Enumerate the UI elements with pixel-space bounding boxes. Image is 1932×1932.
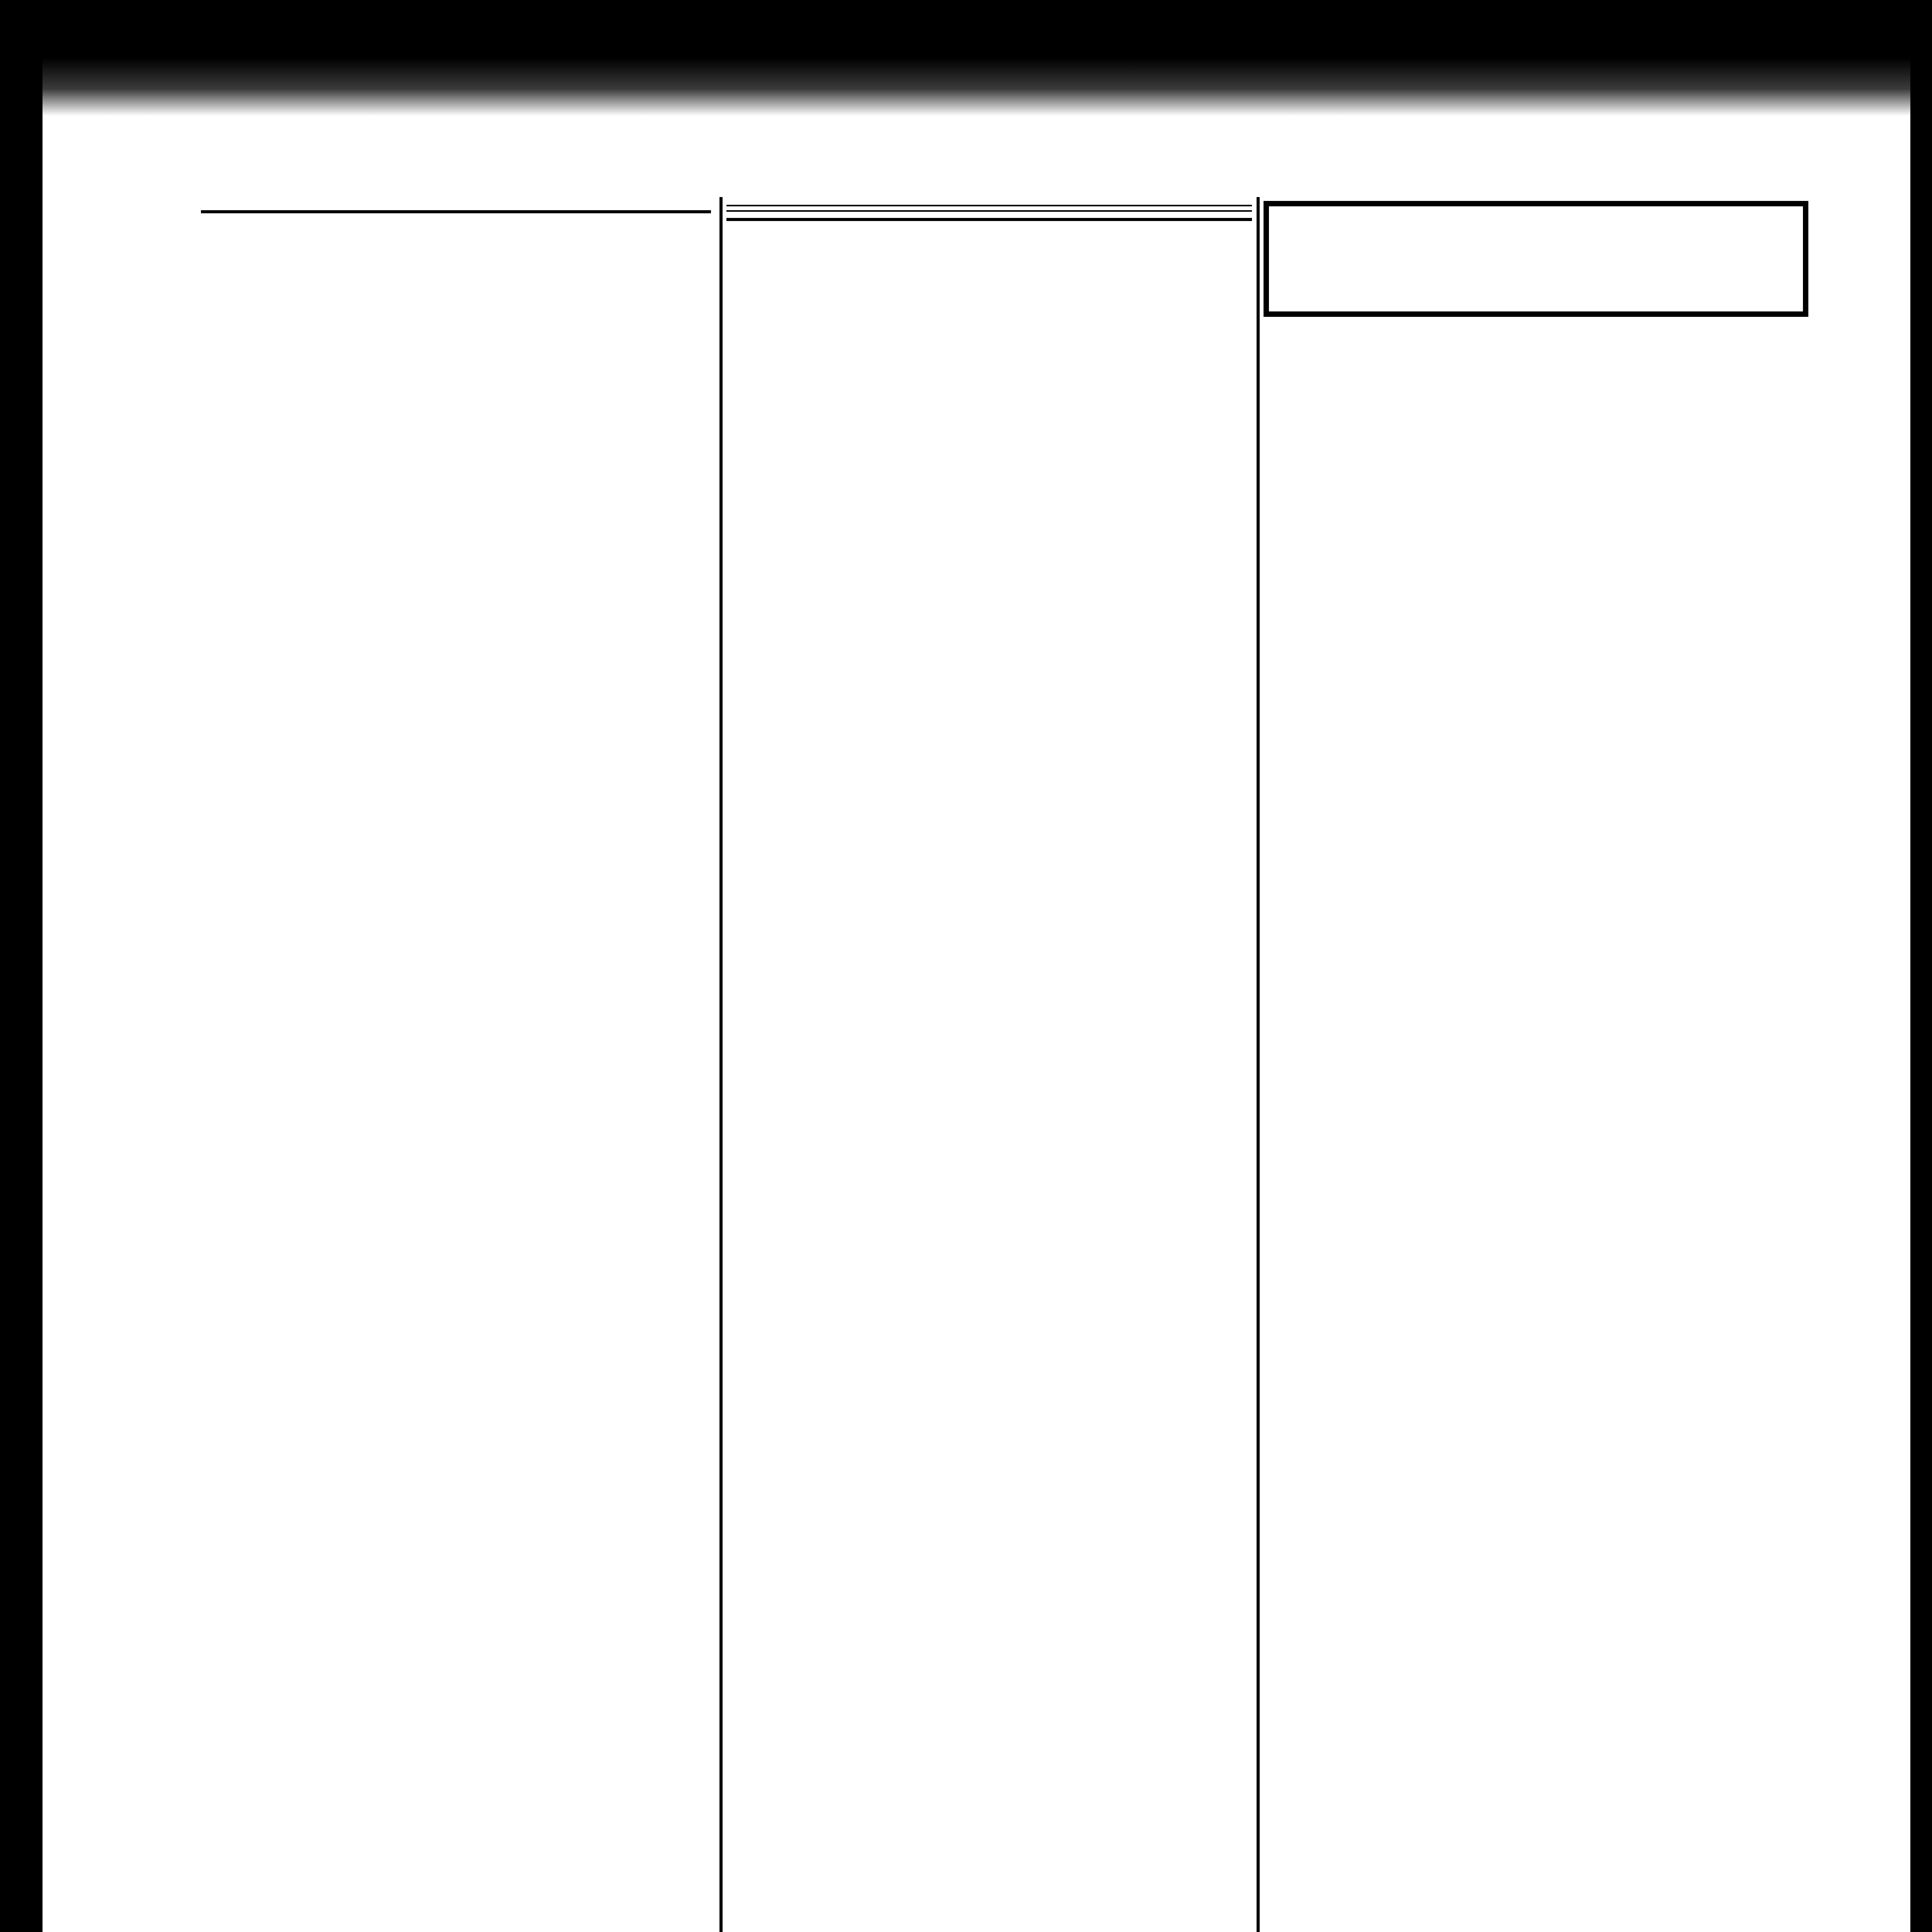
scan-left-edge [0,0,43,1932]
column-rule-middle [1257,197,1260,1932]
nakupni-prameny-box [1264,201,1808,317]
left-column [201,201,711,233]
section-divider [201,210,711,213]
column-rule-left [719,197,723,1932]
scan-top-edge [0,0,1932,116]
header-rule [726,210,1252,212]
section-divider [726,218,1252,221]
right-column [1264,201,1808,317]
middle-column [726,201,1252,236]
scan-right-edge [1910,0,1932,1932]
header-rule [726,205,1252,206]
